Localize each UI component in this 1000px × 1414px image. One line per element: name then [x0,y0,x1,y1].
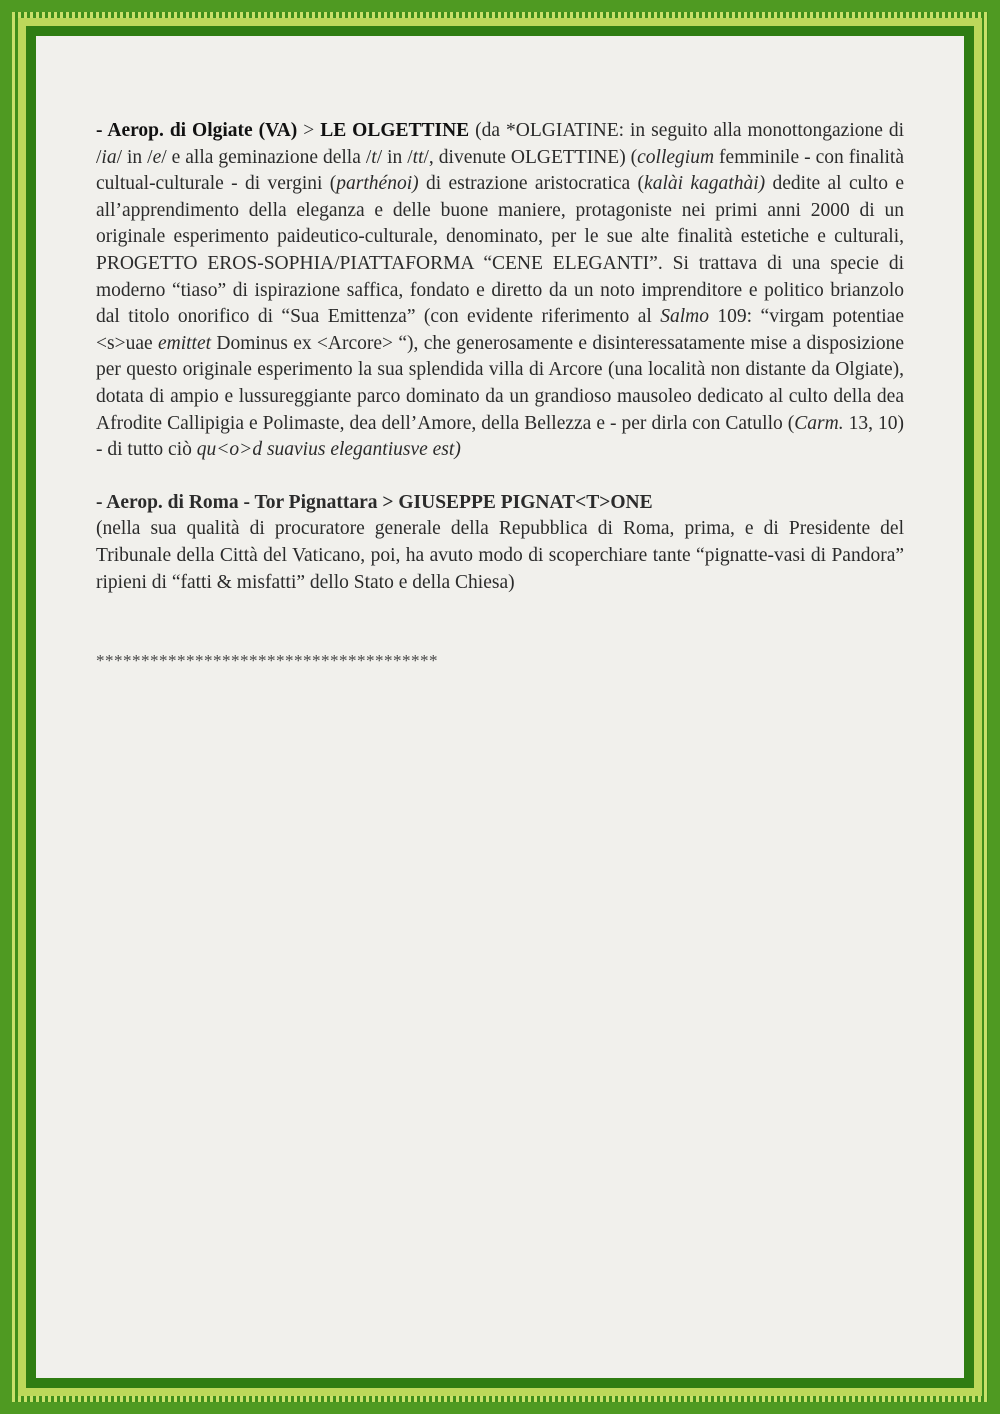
italic-run: ia [101,146,117,168]
asterisk-separator: ************************************** [96,651,438,671]
text-run: (da *OLGIATINE: in seguito alla monottongazione di / [96,120,905,168]
spacer [96,464,904,490]
italic-run: qu<o>d suavius elegantiusve est) [196,439,461,461]
entry-olgiate [96,118,904,464]
text-run: / e alla geminazione della / [161,146,372,168]
text-run: /, divenute OLGETTINE) ( [423,146,638,168]
text-run: dedite al culto e all’apprendimento della eleganza e delle buone maniere, protagoniste nei primi anni 2000 di un originale esperimento paideutico-culturale, denominato, per le sue alte finalità estetiche e culturali, PROGETTO EROS-SOPHIA/PIATTAFORMA “CENE ELEGANTI”. Si trattava di una specie di moderno “tiaso” di ispirazione saffica, fondato e diretto da un noto imprenditore e politico brianzolo dal titolo onorifico di “Sua Emittenza” (con evidente riferimento al [96,173,904,328]
entry-name: LE OLGETTINE [320,120,470,141]
italic-run: tt [412,146,424,168]
entry-roma-body: (nella sua qualità di procuratore generale della Repubblica di Roma, prima, e di Presidente del Tribunale della Città del Vaticano, poi, ha avuto modo di scoperchiare tante “pignatte-vasi di Pandora” ripieni di “fatti & misfatti” dello Stato e della Chiesa) [96,518,904,593]
text-run: 13, 10) - di tutto ciò [96,412,904,461]
entry-separator: > [297,120,321,141]
italic-run: parthénoi) [336,173,419,195]
entry-roma-heading [96,490,904,517]
entry-heading: - Aerop. di Roma - Tor Pignattara > GIUSEPPE PIGNAT<T>ONE [96,491,653,513]
italic-run: kalài kagathài) [644,173,766,195]
text-run: / in / [376,146,413,168]
italic-run: Carm. [794,412,844,434]
document-body [96,118,904,675]
italic-run: Salmo [660,306,709,328]
text-run: Dominus ex <Arcore> “), che generosamente e disinteressatamente mise a disposizione per questo originale esperimento la sua splendida villa di Arcore (una località non distante da Olgiate), dotata di ampio e lussureggiante parco dominato da un grandioso mausoleo dedicato al culto della dea Afrodite Callipigia e Polimaste, dea dell’Amore, della Bellezza e - per dirla con Catullo ( [96,332,904,434]
spacer [96,596,904,648]
text-run: femminile - con finalità cultual-culturale - di vergini ( [96,146,904,195]
italic-run: emittet [157,332,212,354]
italic-run: e [152,146,162,168]
text-run: / in / [116,146,153,168]
text-run: 109: “virgam potentiae <s>uae [96,306,904,354]
text-run: di estrazione aristocratica ( [418,173,645,195]
italic-run: collegium [637,146,715,168]
entry-heading: - Aerop. di Olgiate (VA) [96,120,298,141]
italic-run: t [371,146,377,168]
